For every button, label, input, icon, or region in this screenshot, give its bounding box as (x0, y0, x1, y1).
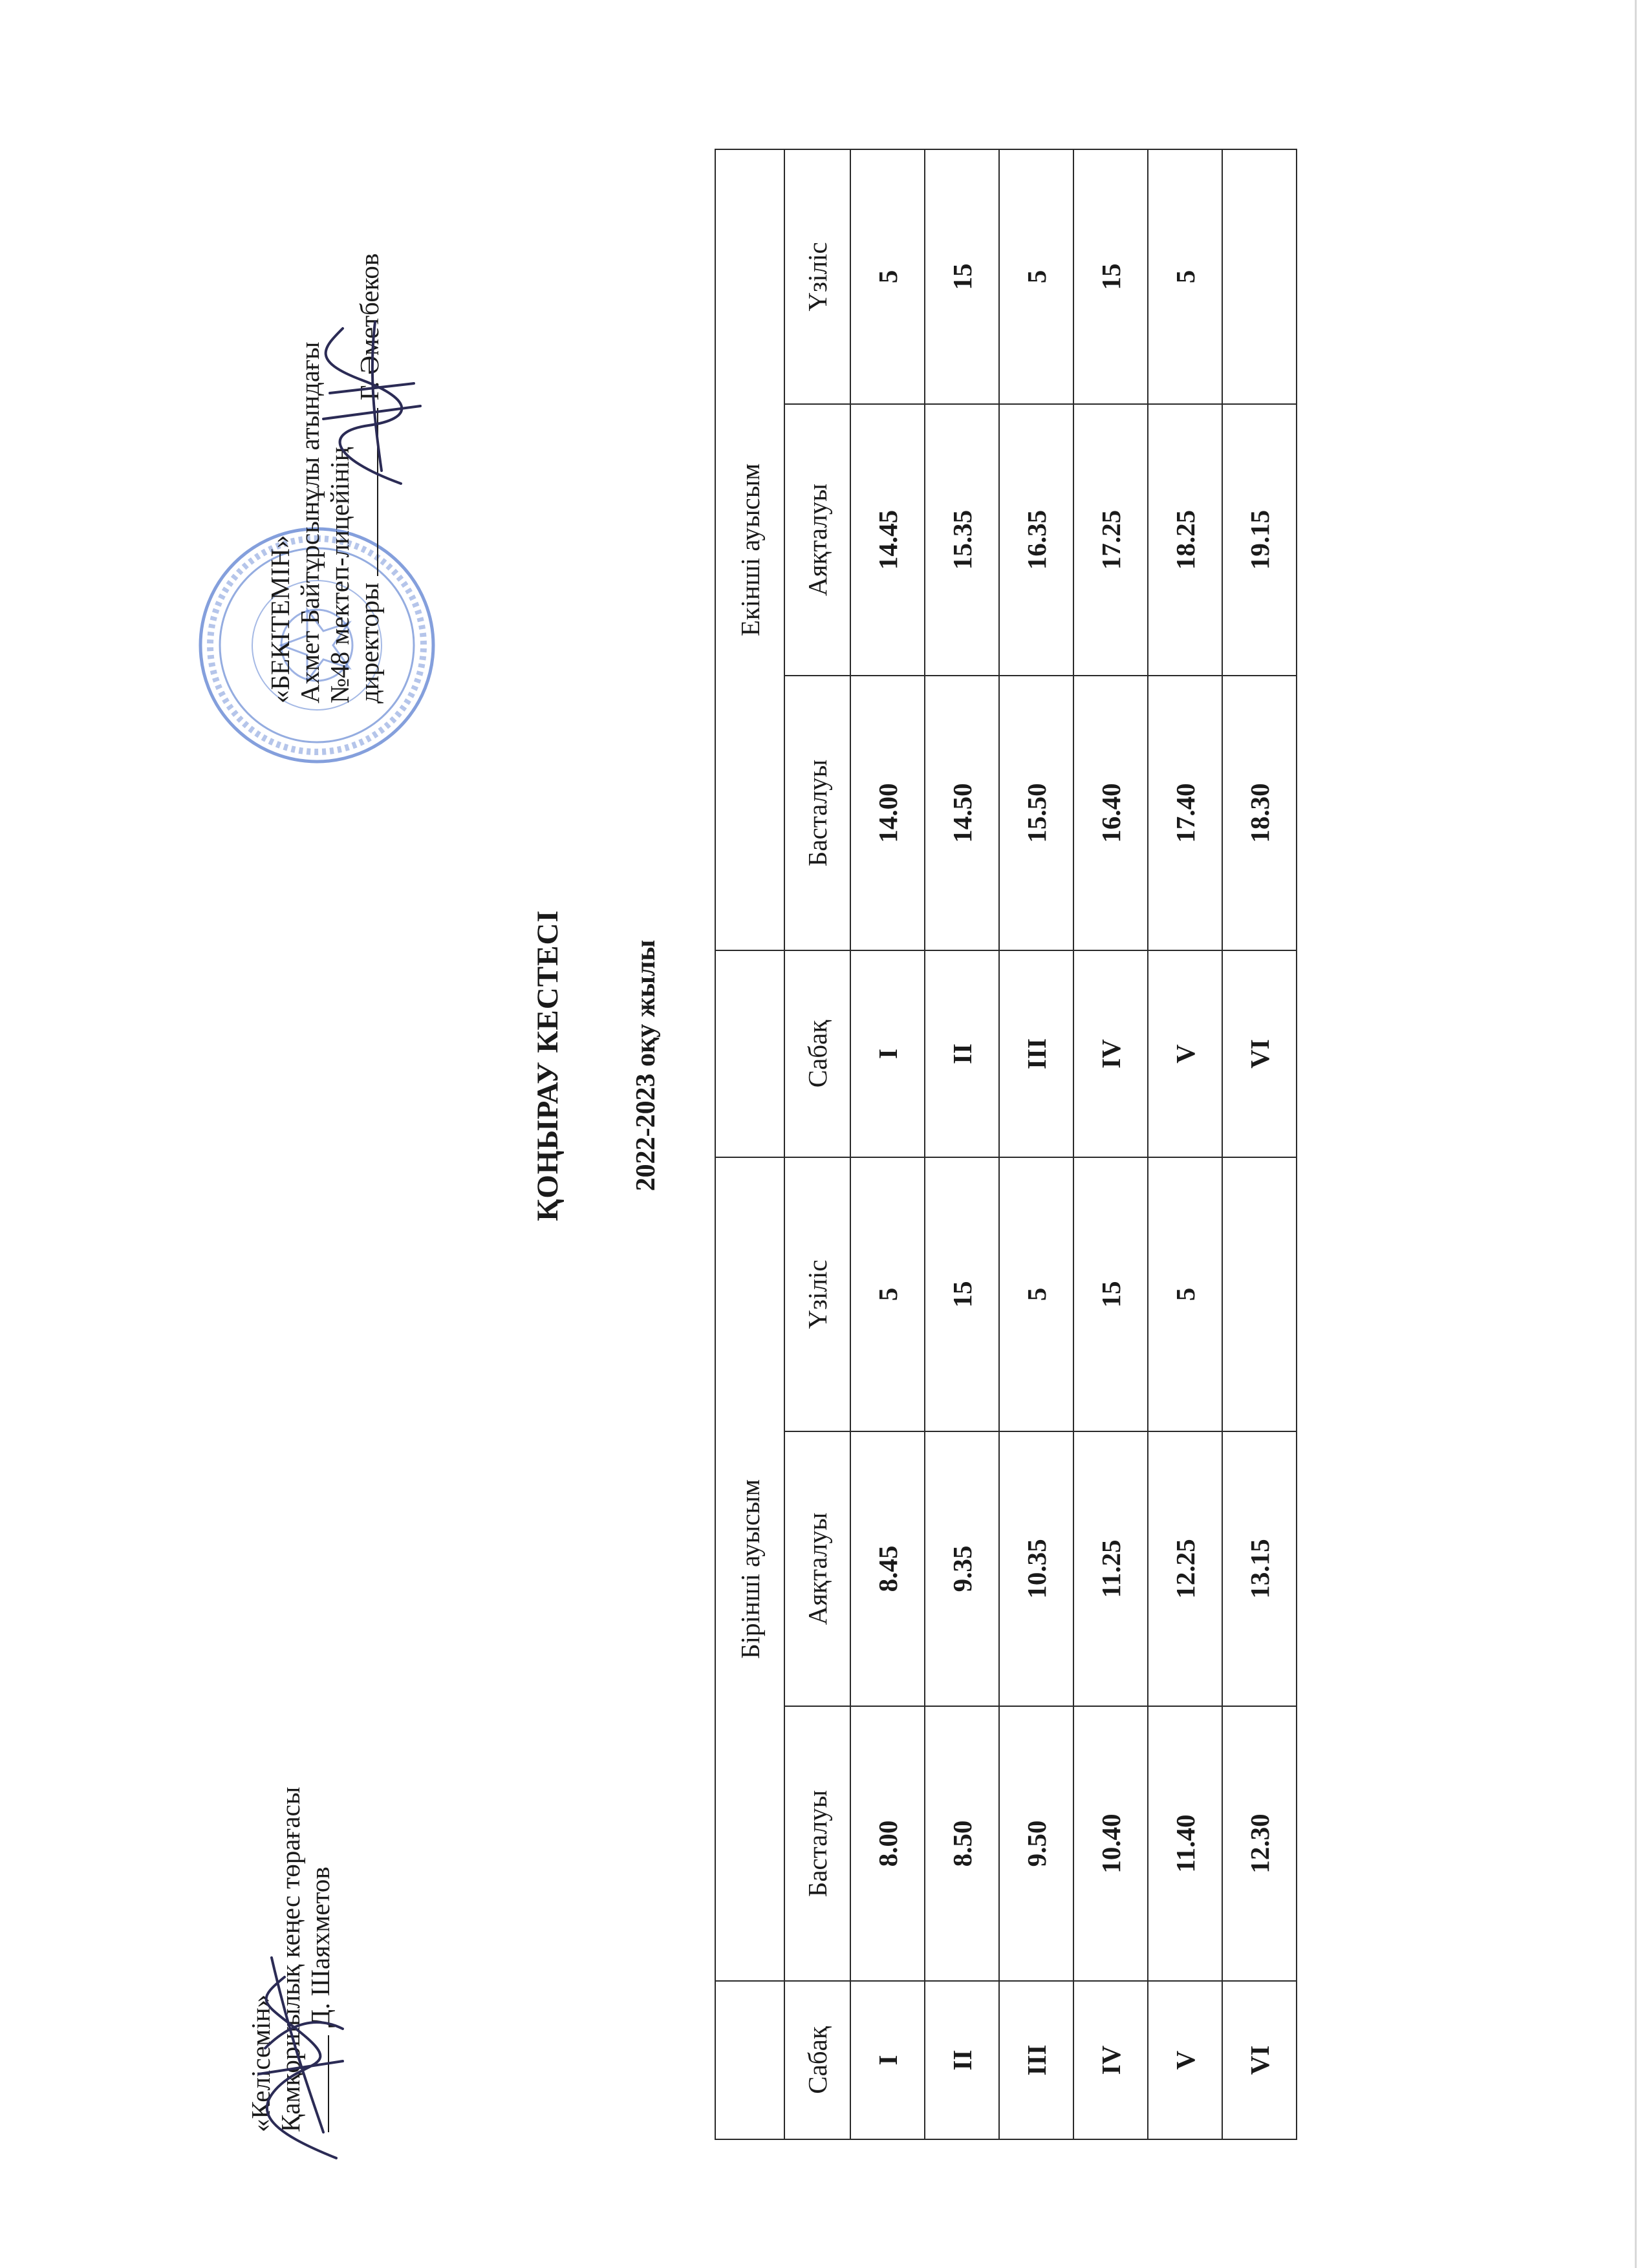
table-cell: 18.30 (1222, 676, 1297, 950)
table-cell: 17.25 (1073, 404, 1148, 676)
table-cell: 9.35 (925, 1431, 999, 1706)
table-cell: 14.50 (925, 676, 999, 950)
table-cell: 12.25 (1148, 1431, 1222, 1706)
blank-header-cell (715, 1981, 784, 2139)
table-cell: 13.15 (1222, 1431, 1297, 1706)
table-cell: 10.40 (1073, 1706, 1148, 1981)
table-cell: II (925, 950, 999, 1157)
document-subtitle: 2022-2023 оқу жылы (631, 939, 661, 1192)
document-title: ҚОҢЫРАУ КЕСТЕСІ (531, 910, 565, 1221)
column-header: Сабақ (784, 1981, 850, 2139)
approval-right-line1: Ахмет Байтұрсынұлы атындағы (295, 341, 325, 703)
shift-2-header: Екінші ауысым (715, 149, 784, 950)
table-cell: 5 (850, 1157, 925, 1431)
table-cell: 16.40 (1073, 676, 1148, 950)
table-cell: 9.50 (999, 1706, 1073, 1981)
table-cell: 8.50 (925, 1706, 999, 1981)
table-cell: VI (1222, 950, 1297, 1157)
table-cell: 17.40 (1148, 676, 1222, 950)
table-cell: 15.35 (925, 404, 999, 676)
column-header: Басталуы (784, 676, 850, 950)
column-header: Үзіліс (784, 149, 850, 404)
approval-left-name: Д. Шаяхметов (305, 1867, 335, 2027)
column-header: Аяқталуы (784, 404, 850, 676)
approval-left-position: Қамқоршылық кеңес төрағасы (275, 1786, 305, 2132)
column-header: Сабақ (784, 950, 850, 1157)
table-cell: 15 (925, 149, 999, 404)
blank-header-cell (715, 950, 784, 1157)
table-cell: 15 (925, 1157, 999, 1431)
table-cell: IV (1073, 1981, 1148, 2139)
approval-left-label: «Келісемін» (246, 1994, 275, 2132)
table-cell: 15.50 (999, 676, 1073, 950)
table-row (850, 149, 925, 2139)
table-cell: IV (1073, 950, 1148, 1157)
table-row (925, 149, 999, 2139)
signature-left-image (233, 1938, 356, 2171)
table-cell: 15 (1073, 149, 1148, 404)
table-row (1073, 149, 1148, 2139)
table-cell: 18.25 (1148, 404, 1222, 676)
table-cell: VI (1222, 1981, 1297, 2139)
column-header: Басталуы (784, 1706, 850, 1981)
table-cell: 5 (999, 1157, 1073, 1431)
table-cell: V (1148, 950, 1222, 1157)
table-cell: 11.40 (1148, 1706, 1222, 1981)
column-header-row (784, 149, 850, 2139)
table-cell: 19.15 (1222, 404, 1297, 676)
table-cell: 12.30 (1222, 1706, 1297, 1981)
table-cell (1222, 149, 1297, 404)
table-cell: 5 (1148, 1157, 1222, 1431)
table-row (1222, 149, 1297, 2139)
table-cell: 15 (1073, 1157, 1148, 1431)
approval-right-position: директоры (354, 583, 384, 703)
table-cell (1222, 1157, 1297, 1431)
table-cell: 11.25 (1073, 1431, 1148, 1706)
shift-header-row (715, 149, 784, 2139)
table-cell: 8.45 (850, 1431, 925, 1706)
column-header: Үзіліс (784, 1157, 850, 1431)
table-cell: 8.00 (850, 1706, 925, 1981)
table-cell: V (1148, 1981, 1222, 2139)
approval-right-label: «БЕКІТЕМІН» (265, 535, 295, 703)
table-cell: II (925, 1981, 999, 2139)
table-cell: 16.35 (999, 404, 1073, 676)
bell-schedule-table (715, 149, 1297, 2140)
column-header: Аяқталуы (784, 1431, 850, 1706)
shift-1-header: Бірінші ауысым (715, 1157, 784, 1981)
signature-right-image (304, 316, 427, 497)
table-cell: 14.45 (850, 404, 925, 676)
table-row (1148, 149, 1222, 2139)
table-cell: I (850, 1981, 925, 2139)
table-cell: 14.00 (850, 676, 925, 950)
table-cell: III (999, 1981, 1073, 2139)
table-cell: 5 (999, 149, 1073, 404)
approval-right-line2: №48 мектеп-лицейінің (325, 447, 354, 703)
table-cell: 5 (1148, 149, 1222, 404)
table-cell: III (999, 950, 1073, 1157)
table-cell: I (850, 950, 925, 1157)
table-row (999, 149, 1073, 2139)
approval-right-name: Г. Әметбеков (354, 253, 384, 401)
table-cell: 5 (850, 149, 925, 404)
table-cell: 10.35 (999, 1431, 1073, 1706)
